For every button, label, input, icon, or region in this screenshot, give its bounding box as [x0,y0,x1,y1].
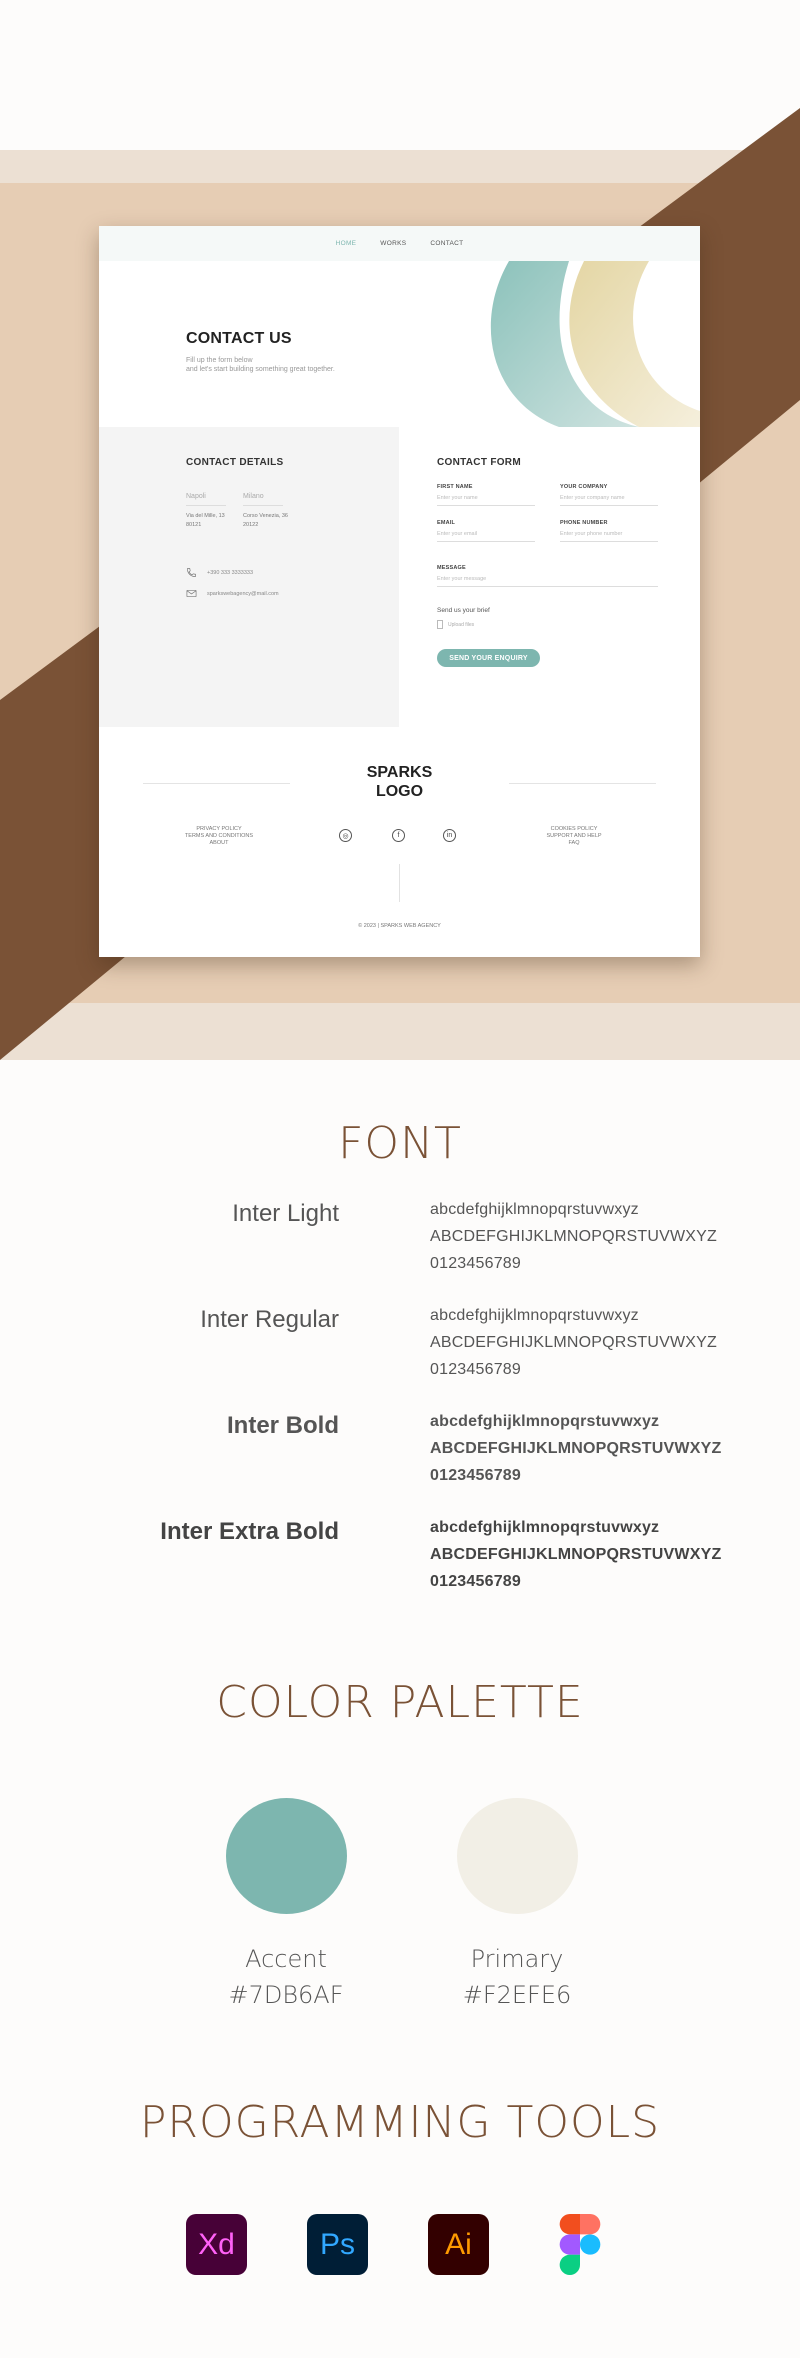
nav-works[interactable]: WORKS [380,240,407,247]
phone-label: PHONE NUMBER [560,520,608,526]
font-name-extra-bold: Inter Extra Bold [160,1518,339,1545]
address-line: 20122 [243,522,259,528]
footer-logo[interactable] [99,763,700,801]
sample-digits: 0123456789 [430,1255,521,1272]
palette-section-title: COLOR PALETTE [216,1677,584,1728]
email-field[interactable]: Enter your email [437,531,535,542]
sample-uppercase: ABCDEFGHIJKLMNOPQRSTUVWXYZ [430,1334,718,1351]
nav-home[interactable]: HOME [335,240,357,247]
company-label: YOUR COMPANY [560,484,608,490]
first-name-label: FIRST NAME [437,484,473,490]
footer-vertical-divider [399,864,400,902]
divider [186,505,226,506]
office-city-napoli: Napoli [186,493,206,500]
facebook-icon[interactable]: f [392,829,405,842]
contact-form [437,427,667,727]
font-name-regular: Inter Regular [200,1306,339,1333]
mail-icon [186,588,197,599]
phone-row[interactable] [186,567,253,578]
footer-links-left [169,826,269,847]
first-name-field[interactable]: Enter your name [437,495,535,506]
illustrator-icon: Ai [428,2214,489,2275]
email-address: sparkswebagency@mail.com [207,590,279,597]
footer-link[interactable]: ABOUT [209,840,229,846]
photoshop-icon: Ps [307,2214,368,2275]
address-line: Corso Venezia, 36 [243,513,288,519]
logo-line-2: LOGO [375,783,424,800]
swatch-hex: #7DB6AF [228,1981,344,2009]
font-sample-light [430,1196,717,1277]
send-enquiry-button[interactable]: SEND YOUR ENQUIRY [437,649,540,667]
sample-digits: 0123456789 [430,1573,521,1590]
font-sample-regular [430,1302,717,1383]
divider [243,505,283,506]
mockup-showcase [0,0,800,1060]
font-sample-extra-bold [430,1514,721,1595]
phone-field[interactable]: Enter your phone number [560,531,658,542]
message-label: MESSAGE [437,565,466,571]
linkedin-icon[interactable]: in [443,829,456,842]
sample-uppercase: ABCDEFGHIJKLMNOPQRSTUVWXYZ [430,1228,718,1245]
footer-link[interactable]: FAQ [568,840,580,846]
office-address-napoli [186,512,225,530]
logo-line-1: SPARKS [366,764,433,781]
office-city-milano: Milano [243,493,264,500]
sample-digits: 0123456789 [430,1467,521,1484]
primary-swatch [457,1798,578,1914]
page-title: CONTACT US [186,330,292,347]
phone-icon [186,567,197,578]
upload-label: Upload files [448,621,475,628]
sample-lowercase: abcdefghijklmnopqrstuvwxyz [430,1413,660,1430]
office-address-milano [243,512,288,530]
contact-form-title: CONTACT FORM [437,457,521,468]
phone-number: +390 333 3333333 [207,569,254,576]
subtitle-line-1: Fill up the form below [186,357,253,364]
message-field[interactable]: Enter your message [437,576,658,587]
sample-uppercase: ABCDEFGHIJKLMNOPQRSTUVWXYZ [430,1440,722,1457]
swatch-hex: #F2EFE6 [462,1981,572,2009]
sample-digits: 0123456789 [430,1361,521,1378]
contact-details-panel [99,427,399,727]
accent-swatch [226,1798,347,1914]
sample-lowercase: abcdefghijklmnopqrstuvwxyz [430,1307,639,1324]
tools-section-title: PROGRAMMING TOOLS [139,2097,661,2148]
website-mockup [99,226,700,957]
email-label: EMAIL [437,520,456,526]
copyright-text: © 2023 | SPARKS WEB AGENCY [358,923,441,929]
address-line: 80121 [186,522,202,528]
top-nav [99,226,700,261]
font-name-bold: Inter Bold [227,1412,339,1439]
decorative-arcs [489,261,700,427]
footer-link[interactable]: PRIVACY POLICY [196,826,242,832]
figma-logo [559,2214,601,2275]
company-field[interactable]: Enter your company name [560,495,658,506]
subtitle-line-2: and let's start building something great together. [186,366,335,373]
footer-link[interactable]: COOKIES POLICY [550,826,598,832]
swatch-name: Accent [245,1945,327,1973]
address-line: Via del Mille, 13 [186,513,225,519]
font-name-light: Inter Light [232,1200,339,1227]
brief-label: Send us your brief [437,607,490,614]
sample-lowercase: abcdefghijklmnopqrstuvwxyz [430,1519,660,1536]
footer-link[interactable]: TERMS AND CONDITIONS [184,833,254,839]
primary-swatch-label [417,1941,617,2013]
font-sample-bold [430,1408,721,1489]
sample-lowercase: abcdefghijklmnopqrstuvwxyz [430,1201,639,1218]
upload-files-button[interactable] [437,620,474,629]
font-section-title: FONT [338,1118,462,1169]
swatch-name: Primary [470,1945,564,1973]
nav-contact[interactable]: CONTACT [430,240,464,247]
footer-link[interactable]: SUPPORT AND HELP [546,833,602,839]
adobe-xd-icon: Xd [186,2214,247,2275]
accent-swatch-label [186,1941,386,2013]
contact-details-title: CONTACT DETAILS [186,457,284,468]
email-row[interactable] [186,588,279,599]
page-subtitle [186,356,335,374]
file-icon [437,620,443,629]
sample-uppercase: ABCDEFGHIJKLMNOPQRSTUVWXYZ [430,1546,722,1563]
instagram-icon[interactable]: ◎ [339,829,352,842]
figma-icon [549,2214,610,2275]
footer-links-right [524,826,624,847]
